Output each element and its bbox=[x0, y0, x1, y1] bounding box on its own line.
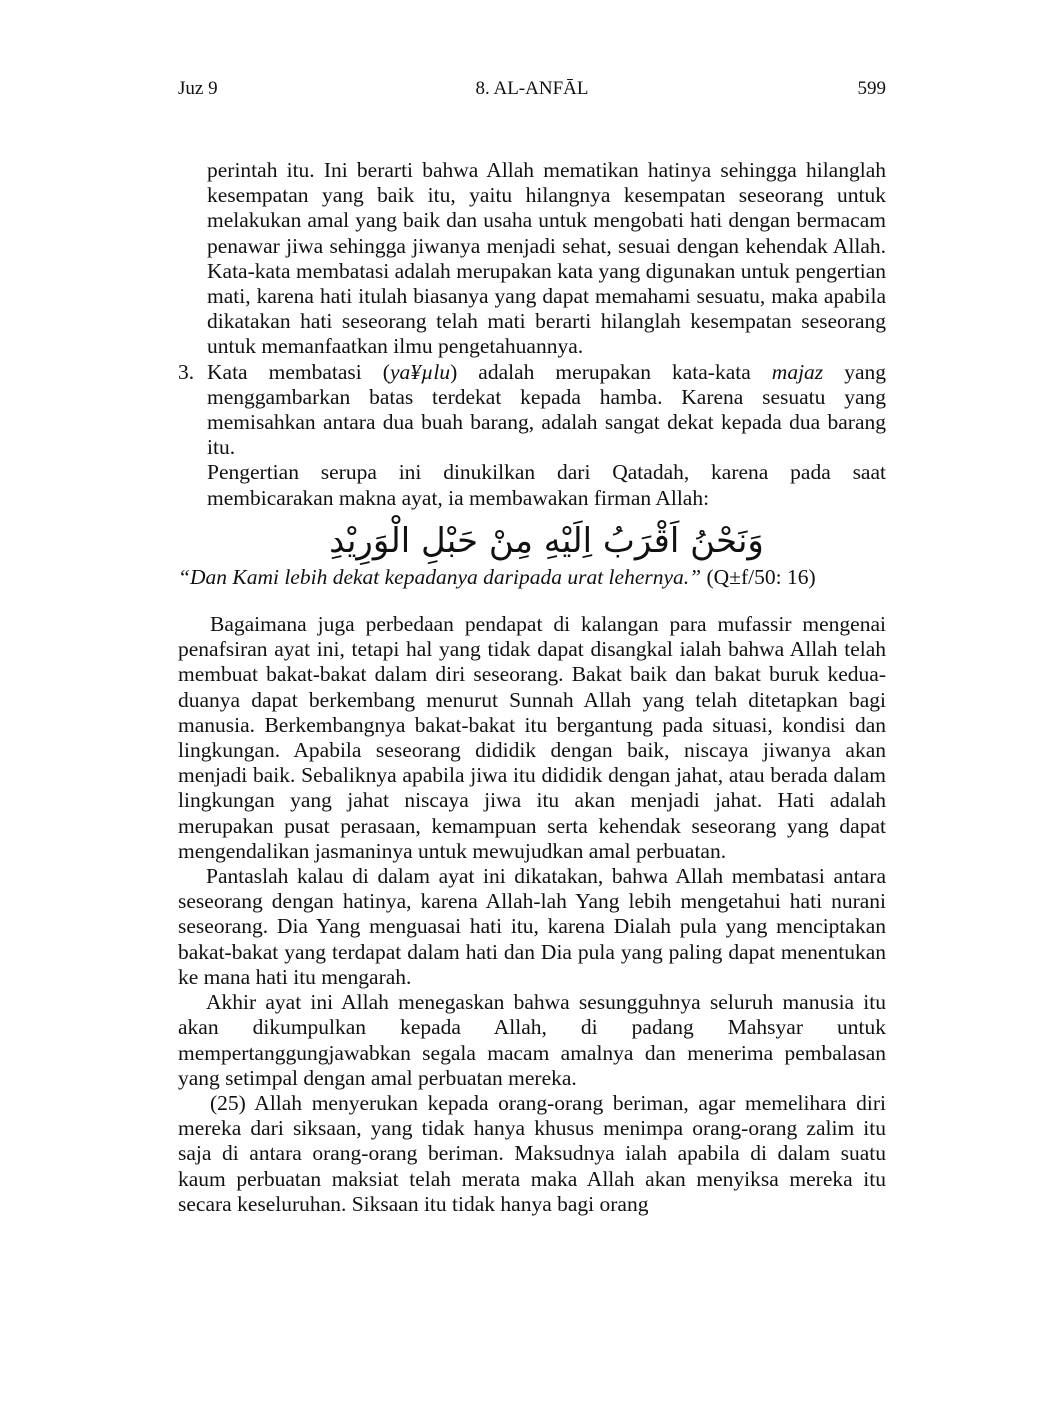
list-item-3 bbox=[178, 360, 886, 511]
term-majaz: majaz bbox=[771, 359, 824, 384]
spacer bbox=[178, 590, 886, 612]
continuation-paragraph: perintah itu. Ini berarti bahwa Allah mematikan hatinya sehingga hilanglah kesempatan yang baik itu, yaitu hilangnya kesempatan seseorang untuk melakukan amal yang baik dan usaha untuk mengobati hati dengan bermacam penawar jiwa sehingga jiwanya menjadi sehat, sesuai dengan kehendak Allah. Kata-kata membatasi adalah merupakan kata yang digunakan untuk pengertian mati, karena hati itulah biasanya yang dapat memahami sesuatu, maka apabila dikatakan hati seseorang telah mati berarti hilanglah kesempatan seseorang untuk memanfaatkan ilmu pengetahuannya. bbox=[207, 158, 886, 359]
list-number: 3. bbox=[178, 359, 195, 384]
paragraph-3: Akhir ayat ini Allah menegaskan bahwa sesungguhnya seluruh manusia itu akan dikumpulkan kepada Allah, di padang Mahsyar untuk mempertanggungjawabkan segala macam amalnya dan menerima pembalasan yang setimpal dengan amal perbuatan mereka. bbox=[178, 990, 886, 1090]
term-transliteration: ya¥µlu bbox=[389, 359, 451, 384]
body-text bbox=[178, 158, 886, 1217]
running-header bbox=[178, 76, 886, 102]
paragraph-2: Pantaslah kalau di dalam ayat ini dikatakan, bahwa Allah membatasi antara seseorang dengan hatinya, karena Allah-lah Yang lebih mengetahui hati nurani seseorang. Dia Yang menguasai hati itu, karena Dialah pula yang menciptakan bakat-bakat yang terdapat dalam hati dan Dia pula yang paling dapat menentukan ke mana hati itu mengarah. bbox=[178, 864, 886, 989]
translation-quote: “Dan Kami lebih dekat kepadanya daripada urat lehernya.” bbox=[178, 564, 702, 589]
verse-reference: (Q±f/50: 16) bbox=[701, 564, 816, 589]
list-item-followup: Pengertian serupa ini dinukilkan dari Qatadah, karena pada saat membicarakan makna ayat, ia membawakan firman Allah: bbox=[207, 460, 886, 510]
arabic-verse: وَنَحْنُ اَقْرَبُ اِلَيْهِ مِنْ حَبْلِ الْوَرِيْدِ bbox=[329, 520, 764, 561]
list-item-text: Kata membatasi (ya¥µlu) adalah merupakan kata-kata majaz yang menggambarkan batas terdekat kepada hamba. Karena sesuatu yang memisahkan antara dua buah barang, adalah sangat dekat kepada dua barang itu. bbox=[207, 359, 886, 460]
paragraph-4: (25) Allah menyerukan kepada orang-orang beriman, agar memelihara diri mereka dari siksaan, yang tidak hanya khusus menimpa orang-orang zalim itu saja di antara orang-orang beriman. Maksudnya ialah apabila di dalam suatu kaum perbuatan maksiat telah merata maka Allah akan menyiksa mereka itu secara keseluruhan. Siksaan itu tidak hanya bagi orang bbox=[178, 1090, 886, 1216]
surah-title: 8. AL-ANFĀL bbox=[475, 78, 589, 99]
page-number: 599 bbox=[857, 78, 886, 99]
paragraph-1: Bagaimana juga perbedaan pendapat di kalangan para mufassir mengenai penafsiran ayat ini, tetapi hal yang tidak dapat disangkal ialah bahwa Allah telah membuat bakat-bakat dalam diri seseorang. Bakat baik dan bakat buruk kedua-duanya dapat berkembang menurut Sunnah Allah yang telah ditetapkan bagi manusia. Berkembangnya bakat-bakat itu bergantung pada situasi, kondisi dan lingkungan. Apabila seseorang dididik dengan baik, niscaya jiwanya akan menjadi baik. Sebaliknya apabila jiwa itu dididik dengan jahat, atau berada dalam lingkungan yang jahat niscaya jiwa itu akan menjadi jahat. Hati adalah merupakan pusat perasaan, kemampuan serta kehendak seseorang yang dapat mengendalikan jasmaninya untuk mewujudkan amal perbuatan. bbox=[178, 612, 886, 863]
verse-translation bbox=[178, 565, 886, 590]
juz-label: Juz 9 bbox=[178, 78, 218, 99]
